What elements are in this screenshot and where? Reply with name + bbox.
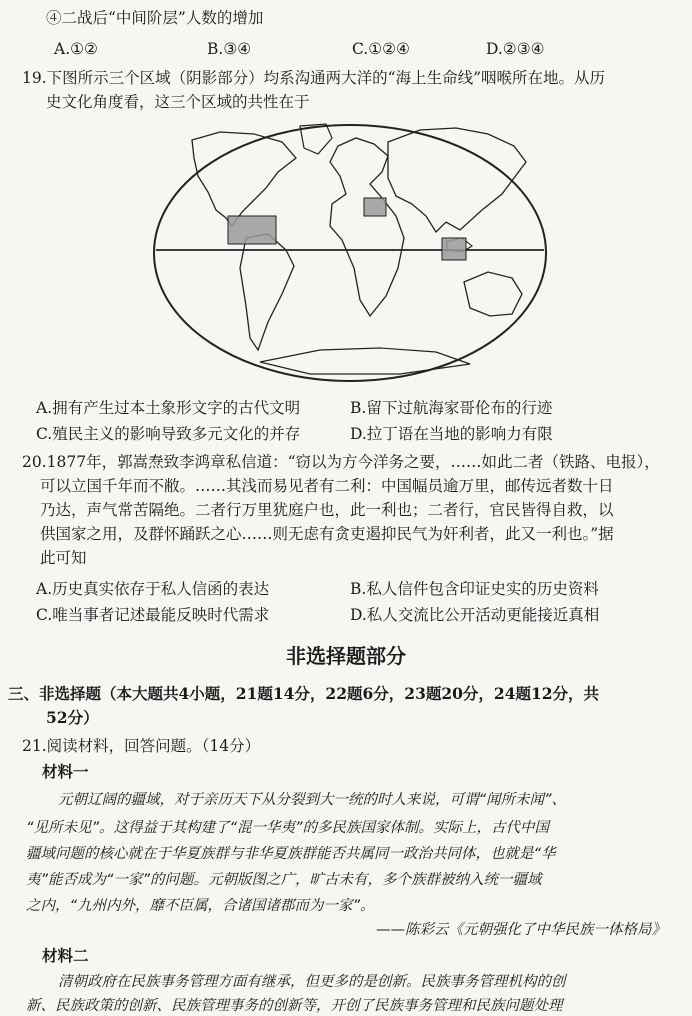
q21-material2-line-2: 新、民族政策的创新、民族管理事务的创新等，开创了民族事务管理和民族问题处理 [26,998,563,1014]
q19-option-a[interactable]: A.拥有产生过本土象形文字的古代文明 [36,399,301,417]
q18-option-a[interactable]: A.①② [54,40,98,58]
antarctica-landmass [260,348,470,374]
asia-landmass [388,128,526,232]
q20-line-5: 此可知 [40,549,87,567]
q21-material1-title: 材料一 [42,762,89,781]
q19-option-d[interactable]: D.拉丁语在当地的影响力有限 [350,425,553,443]
q20-line-3: 乃达，声气常苦隔绝。二者行万里犹庭户也，此一利也；二者行，官民皆得自救，以 [40,501,614,519]
q21-material2-line-1: 清朝政府在民族事务管理方面有继承，但更多的是创新。民族事务管理机构的创 [58,974,566,990]
section-title: 非选择题部分 [286,644,406,668]
shaded-region-panama [228,216,276,244]
q20-option-b[interactable]: B.私人信件包含印证史实的历史资料 [350,580,599,598]
q18-option-d[interactable]: D.②③④ [486,40,545,58]
q21-material1-line-4: 夷”能否成为“一家”的问题。元朝版图之广，旷古未有，多个族群被纳入统一疆域 [26,872,542,888]
shaded-region-malacca [442,238,466,260]
q20-option-d[interactable]: D.私人交流比公开活动更能接近真相 [350,606,600,624]
part3-heading-line1: 三、非选择题（本大题共4小题，21题14分，22题6分，23题20分，24题12分，共 [8,684,600,703]
q21-material2-title: 材料二 [42,946,89,965]
shaded-region-suez [364,198,386,216]
q20-line-2: 可以立国千年而不敝。……其浅而易见者有二利：中国幅员逾万里，邮传远者数十日 [40,477,614,495]
q20-line-4: 供国家之用，及群怀踊跃之心……则无虑有贪吏遏抑民气为奸利者，此又一利也。”据 [40,525,614,543]
q20-option-c[interactable]: C.唯当事者记述最能反映时代需求 [36,606,270,624]
q21-material1-line-2: “见所未见”。这得益于其构建了“混一华夷”的多民族国家体制。实际上，古代中国 [26,820,550,836]
q20-line-1: 20.1877年，郭嵩焘致李鸿章私信道：“窃以为方今洋务之要，……如此二者（铁路、电报）， [22,453,660,471]
q18-option-b[interactable]: B.③④ [207,40,252,58]
q19-stem-line2: 史文化角度看，这三个区域的共性在于 [46,93,310,111]
q19-option-c[interactable]: C.殖民主义的影响导致多元文化的并存 [36,425,301,443]
map-outline [154,125,546,381]
q18-option-c[interactable]: C.①②④ [352,40,410,58]
q21-material1-line-3: 疆域问题的核心就在于华夏族群与非华夏族群能否共属同一政治共同体，也就是“华 [26,846,556,862]
q18-item4: ④二战后“中间阶层”人数的增加 [46,9,264,27]
q19-option-b[interactable]: B.留下过航海家哥伦布的行迹 [350,399,553,417]
south-america-landmass [240,234,294,350]
q21-material1-line-5: 之内，“九州内外，靡不臣属，合诸国诸郡而为一家”。 [26,898,375,914]
world-map [150,118,550,388]
part3-heading-line2: 52分） [46,708,99,727]
q21-material1-line-1: 元朝辽阔的疆域，对于亲历天下从分裂到大一统的时人来说，可谓“闻所未闻”、 [58,792,567,808]
q21-stem: 21.阅读材料，回答问题。（14分） [22,737,261,755]
australia-landmass [464,272,522,316]
q21-material1-source: ——陈彩云《元朝强化了中华民族一体格局》 [376,922,666,938]
europe-africa-landmass [330,138,404,316]
q20-option-a[interactable]: A.历史真实依存于私人信函的表达 [36,580,270,598]
q19-stem-line1: 19.下图所示三个区域（阴影部分）均系沟通两大洋的“海上生命线”咽喉所在地。从历 [22,69,606,87]
